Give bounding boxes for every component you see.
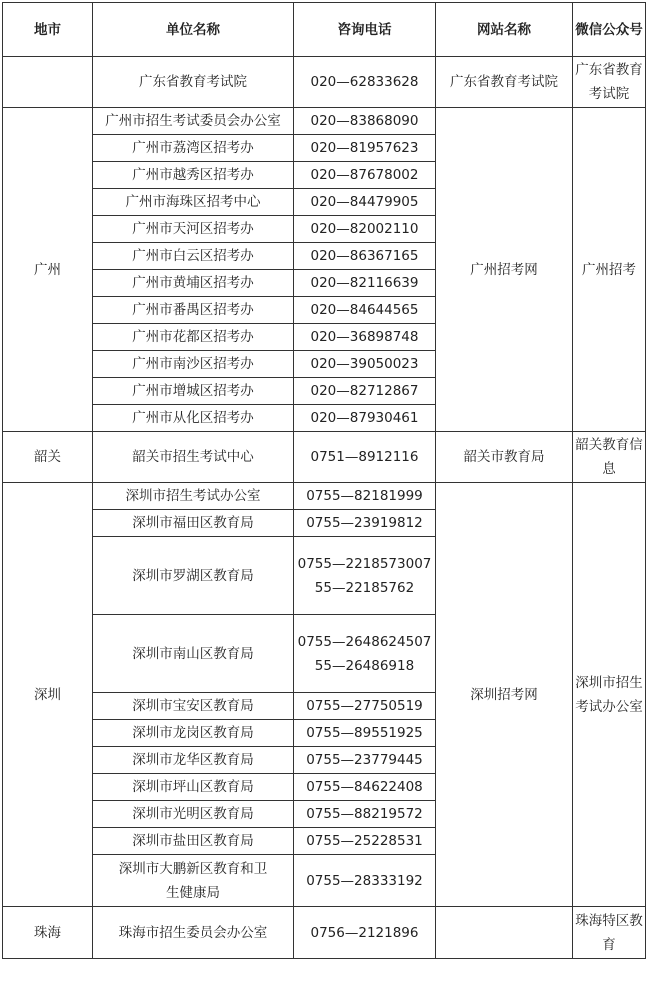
website-cell-guangzhou: 广州招考网 xyxy=(436,108,573,432)
phone-cell: 0755—82181999 xyxy=(294,483,436,510)
unit-cell: 深圳市大鹏新区教育和卫生健康局 xyxy=(93,855,294,907)
phone-cell: 020—62833628 xyxy=(294,57,436,108)
unit-cell: 深圳市坪山区教育局 xyxy=(93,774,294,801)
phone-cell: 0755—88219572 xyxy=(294,801,436,828)
province-row xyxy=(3,57,646,108)
unit-cell: 深圳市龙华区教育局 xyxy=(93,747,294,774)
phone-cell: 020—82712867 xyxy=(294,378,436,405)
phone-cell: 0755—25228531 xyxy=(294,828,436,855)
city-cell-shenzhen: 深圳 xyxy=(3,483,93,907)
unit-cell: 深圳市南山区教育局 xyxy=(93,615,294,693)
unit-cell: 广州市番禺区招考办 xyxy=(93,297,294,324)
phone-cell: 020—39050023 xyxy=(294,351,436,378)
phone-cell: 0755—27750519 xyxy=(294,693,436,720)
phone-cell: 0755—221857300755—22185762 xyxy=(294,537,436,615)
header-wechat: 微信公众号 xyxy=(573,3,646,57)
table-row xyxy=(3,907,646,959)
unit-cell: 广州市花都区招考办 xyxy=(93,324,294,351)
city-cell-guangzhou: 广州 xyxy=(3,108,93,432)
unit-cell: 珠海市招生委员会办公室 xyxy=(93,907,294,959)
wechat-cell: 广东省教育考试院 xyxy=(573,57,646,108)
phone-cell: 0751—8912116 xyxy=(294,432,436,483)
wechat-cell-shenzhen: 深圳市招生考试办公室 xyxy=(573,483,646,907)
unit-cell: 深圳市招生考试办公室 xyxy=(93,483,294,510)
unit-cell: 深圳市罗湖区教育局 xyxy=(93,537,294,615)
phone-cell: 020—82116639 xyxy=(294,270,436,297)
city-cell-shaoguan: 韶关 xyxy=(3,432,93,483)
unit-cell: 深圳市光明区教育局 xyxy=(93,801,294,828)
phone-cell: 0755—23779445 xyxy=(294,747,436,774)
header-phone: 咨询电话 xyxy=(294,3,436,57)
province-city-cell xyxy=(3,57,93,108)
header-website: 网站名称 xyxy=(436,3,573,57)
phone-cell: 0755—28333192 xyxy=(294,855,436,907)
phone-cell: 0755—84622408 xyxy=(294,774,436,801)
wechat-cell: 韶关教育信息 xyxy=(573,432,646,483)
unit-cell: 广州市越秀区招考办 xyxy=(93,162,294,189)
header-city: 地市 xyxy=(3,3,93,57)
phone-cell: 020—87930461 xyxy=(294,405,436,432)
table-row xyxy=(3,108,646,135)
wechat-cell: 珠海特区教育 xyxy=(573,907,646,959)
unit-cell: 广州市从化区招考办 xyxy=(93,405,294,432)
phone-cell: 020—36898748 xyxy=(294,324,436,351)
website-cell-shenzhen: 深圳招考网 xyxy=(436,483,573,907)
phone-cell: 0755—89551925 xyxy=(294,720,436,747)
phone-cell: 0755—23919812 xyxy=(294,510,436,537)
phone-cell: 020—81957623 xyxy=(294,135,436,162)
phone-cell: 020—84644565 xyxy=(294,297,436,324)
website-cell xyxy=(436,907,573,959)
unit-cell: 广州市白云区招考办 xyxy=(93,243,294,270)
unit-cell: 广州市增城区招考办 xyxy=(93,378,294,405)
website-cell: 韶关市教育局 xyxy=(436,432,573,483)
unit-cell: 深圳市盐田区教育局 xyxy=(93,828,294,855)
phone-cell: 020—82002110 xyxy=(294,216,436,243)
unit-cell: 韶关市招生考试中心 xyxy=(93,432,294,483)
table-row xyxy=(3,483,646,510)
phone-cell: 0755—264862450755—26486918 xyxy=(294,615,436,693)
unit-cell: 广东省教育考试院 xyxy=(93,57,294,108)
wechat-cell-guangzhou: 广州招考 xyxy=(573,108,646,432)
unit-cell: 广州市荔湾区招考办 xyxy=(93,135,294,162)
unit-cell: 广州市海珠区招考中心 xyxy=(93,189,294,216)
phone-cell: 020—86367165 xyxy=(294,243,436,270)
table-row xyxy=(3,432,646,483)
phone-cell: 020—83868090 xyxy=(294,108,436,135)
contact-table xyxy=(2,2,646,959)
header-row xyxy=(3,3,646,57)
unit-cell: 深圳市龙岗区教育局 xyxy=(93,720,294,747)
unit-cell: 广州市天河区招考办 xyxy=(93,216,294,243)
unit-cell: 广州市招生考试委员会办公室 xyxy=(93,108,294,135)
city-cell-zhuhai: 珠海 xyxy=(3,907,93,959)
unit-cell: 深圳市福田区教育局 xyxy=(93,510,294,537)
header-unit: 单位名称 xyxy=(93,3,294,57)
unit-cell: 广州市南沙区招考办 xyxy=(93,351,294,378)
unit-cell: 广州市黄埔区招考办 xyxy=(93,270,294,297)
unit-cell: 深圳市宝安区教育局 xyxy=(93,693,294,720)
phone-cell: 020—87678002 xyxy=(294,162,436,189)
phone-cell: 0756—2121896 xyxy=(294,907,436,959)
website-cell: 广东省教育考试院 xyxy=(436,57,573,108)
phone-cell: 020—84479905 xyxy=(294,189,436,216)
